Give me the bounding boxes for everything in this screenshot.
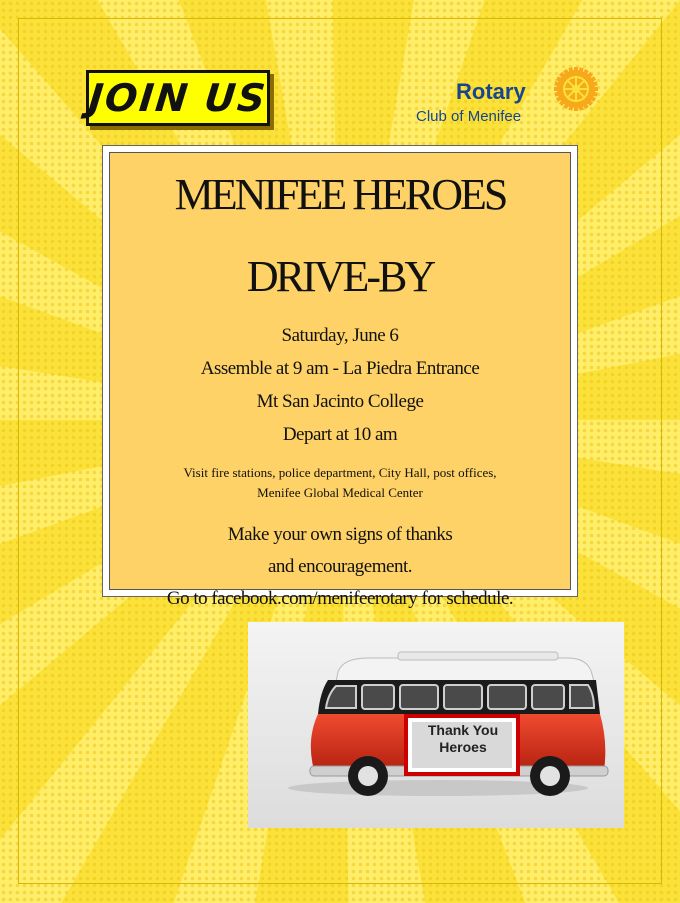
event-card — [102, 145, 578, 609]
rotary-cog — [554, 87, 559, 91]
sign-line1: Thank You — [427, 722, 499, 738]
call-line2: and encouragement. — [268, 556, 412, 577]
event-details — [110, 319, 570, 451]
rotary-logo — [414, 64, 604, 134]
join-us-badge — [86, 70, 270, 126]
event-stops-line1: Visit fire stations, police department, City Hall, post offices, — [183, 465, 497, 480]
event-title-line1: MENIFEE HEROES — [174, 170, 506, 219]
event-date: Saturday, June 6 — [281, 325, 399, 346]
event-assemble: Assemble at 9 am - La Piedra Entrance — [200, 358, 480, 379]
bus-photo — [248, 622, 624, 828]
event-card-content — [109, 152, 571, 609]
event-title-line2: DRIVE-BY — [246, 252, 434, 301]
call-line1: Make your own signs of thanks — [227, 524, 453, 545]
event-stops — [110, 463, 570, 503]
call-line3: Go to facebook.com/menifeerotary for schedule. — [166, 588, 514, 609]
rotary-wheel-icon — [551, 64, 601, 114]
rotary-cog — [574, 67, 578, 72]
event-depart: Depart at 10 am — [282, 424, 398, 445]
rotary-name: Rotary — [456, 79, 526, 104]
event-call-to-action — [110, 519, 570, 615]
thank-you-sign — [412, 722, 514, 756]
rotary-cog — [593, 87, 598, 91]
join-us-label: JOIN US — [86, 76, 270, 120]
event-location: Mt San Jacinto College — [256, 391, 424, 412]
event-stops-line2: Menifee Global Medical Center — [257, 485, 423, 500]
sign-line2: Heroes — [439, 739, 487, 755]
rotary-club-name: Club of Menifee — [416, 108, 522, 125]
rotary-cog — [574, 106, 578, 111]
